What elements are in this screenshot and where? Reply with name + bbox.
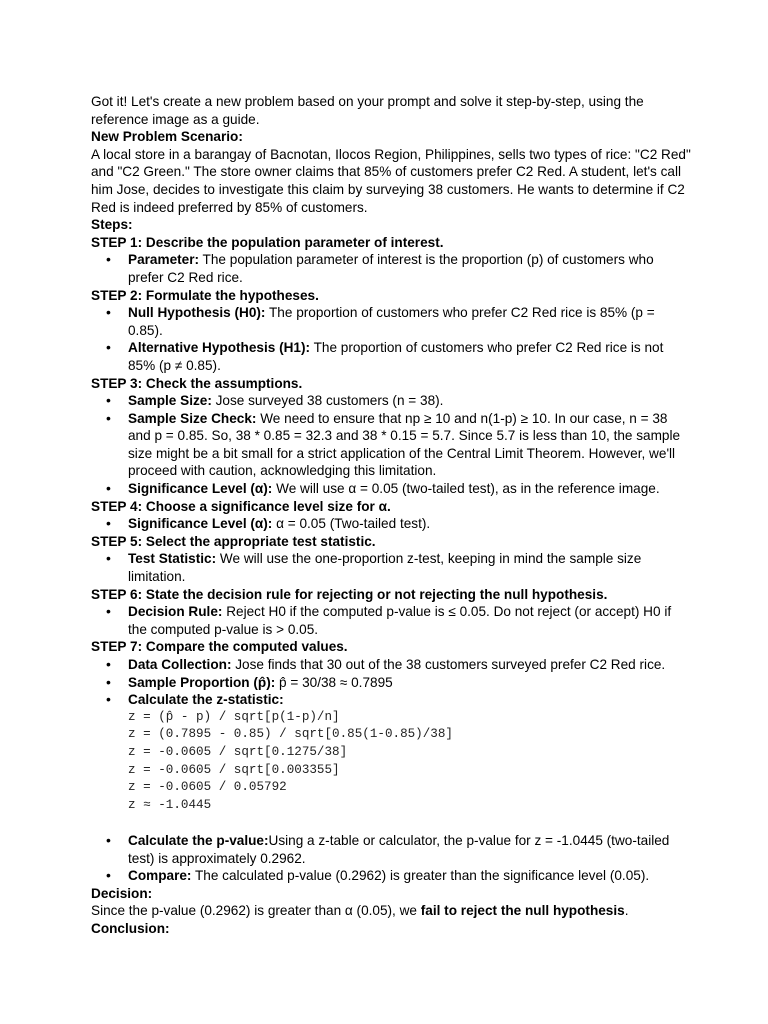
- document-body: [91, 93, 691, 938]
- scenario-heading: New Problem Scenario:: [91, 129, 243, 145]
- item-text: The proportion of customers who prefer C2 Red rice is not 85% (p ≠ 0.85).: [128, 340, 664, 373]
- item-text: The population parameter of interest is the proportion (p) of customers who prefer C2 Red rice.: [128, 252, 654, 285]
- item-label: Significance Level (α):: [128, 481, 273, 497]
- item-label: Alternative Hypothesis (H1):: [128, 340, 311, 356]
- item-text: We will use α = 0.05 (two-tailed test), as in the reference image.: [272, 481, 660, 497]
- item-label: Sample Proportion (p̂):: [128, 674, 276, 690]
- list-item: [91, 832, 691, 867]
- decision-paragraph: [91, 902, 691, 920]
- list-item: [91, 251, 691, 286]
- step7-heading: STEP 7: Compare the computed values.: [91, 639, 348, 655]
- step2-list: [91, 304, 691, 374]
- list-item: [91, 304, 691, 339]
- item-text: We will use the one-proportion z-test, keeping in mind the sample size limitation.: [128, 551, 642, 585]
- item-label: Calculate the p-value:: [128, 832, 269, 848]
- item-text: α = 0.05 (Two-tailed test).: [272, 516, 431, 532]
- step1-list: [91, 251, 691, 286]
- z-statistic-code-block: z = (p̂ - p) / sqrt[p(1-p)/n] z = (0.7895 - 0.85) / sqrt[0.85(1-0.85)/38] z = -0.0605 / sqrt[0.1275/38] z = -0.0605 / sqrt[0.003355] z = -0.0605 / 0.05792 z ≈ -1.0445: [128, 709, 453, 812]
- list-item: [91, 656, 691, 674]
- item-text: We need to ensure that np ≥ 10 and n(1-p) ≥ 10. In our case, n = 38 and p = 0.85. So, 38 * 0.85 = 32.3 and 38 * 0.15 = 5.7. Since 5.7 is less than 10, the sample size might be a bit small for a strict application of the Central Limit Theorem. However, we'll proceed with caution, acknowledging this limitation.: [128, 410, 681, 479]
- step6-heading: STEP 6: State the decision rule for rejecting or not rejecting the null hypothesis.: [91, 586, 608, 602]
- list-item: [91, 550, 691, 585]
- step2-heading: STEP 2: Formulate the hypotheses.: [91, 287, 319, 303]
- steps-heading: Steps:: [91, 217, 133, 233]
- list-item: [91, 339, 691, 374]
- item-text: Jose surveyed 38 customers (n = 38).: [211, 393, 444, 409]
- decision-text: Since the p-value (0.2962) is greater than α (0.05), we: [91, 903, 421, 919]
- item-label: Decision Rule:: [128, 604, 223, 620]
- decision-result: fail to reject the null hypothesis: [420, 903, 625, 919]
- item-text: Reject H0 if the computed p-value is ≤ 0.05. Do not reject (or accept) H0 if the computed p-value is > 0.05.: [128, 604, 672, 637]
- item-label: Null Hypothesis (H0):: [128, 305, 266, 321]
- spacer: [91, 814, 691, 832]
- list-item: [91, 674, 691, 692]
- item-label: Compare:: [128, 868, 192, 884]
- list-item: [91, 691, 691, 709]
- item-text: Jose finds that 30 out of the 38 customers surveyed prefer C2 Red rice.: [231, 657, 666, 672]
- step1-heading: STEP 1: Describe the population parameter of interest.: [91, 234, 444, 250]
- list-item: [91, 410, 691, 480]
- list-item: [91, 867, 691, 885]
- step7-list: [91, 656, 691, 709]
- item-label: Test Statistic:: [128, 551, 217, 567]
- item-text: The proportion of customers who prefer C2 Red rice is 85% (p = 0.85).: [128, 305, 655, 338]
- decision-period: .: [624, 903, 629, 919]
- step7-list-continued: [91, 832, 691, 885]
- list-item: [91, 480, 691, 498]
- decision-heading: Decision:: [91, 885, 153, 901]
- step3-list: [91, 392, 691, 498]
- item-label: Calculate the z-statistic:: [128, 692, 284, 708]
- list-item: [91, 392, 691, 410]
- item-label: Sample Size Check:: [128, 410, 257, 426]
- step6-list: [91, 603, 691, 638]
- list-item: [91, 515, 691, 533]
- item-label: Data Collection:: [128, 657, 232, 672]
- item-text: p̂ = 30/38 ≈ 0.7895: [275, 674, 393, 690]
- list-item: [91, 603, 691, 638]
- item-text: The calculated p-value (0.2962) is greater than the significance level (0.05).: [191, 868, 650, 884]
- step4-list: [91, 515, 691, 533]
- item-text: Using a z-table or calculator, the p-value for z = -1.0445 (two-tailed test) is approximately 0.2962.: [128, 832, 670, 866]
- scenario-paragraph: A local store in a barangay of Bacnotan, Ilocos Region, Philippines, sells two types of rice: "C2 Red" and "C2 Green." The store owner claims that 85% of customers prefer C2 Red. A student, let's call him Jose, decides to investigate this claim by surveying 38 customers. He wants to determine if C2 Red is indeed preferred by 85% of customers.: [91, 146, 691, 215]
- item-label: Parameter:: [128, 252, 200, 268]
- step3-heading: STEP 3: Check the assumptions.: [91, 375, 303, 391]
- conclusion-heading: Conclusion:: [91, 920, 170, 936]
- intro-paragraph: Got it! Let's create a new problem based on your prompt and solve it step-by-step, using the reference image as a guide.: [91, 94, 644, 127]
- step5-heading: STEP 5: Select the appropriate test statistic.: [91, 533, 376, 549]
- item-label: Sample Size:: [128, 393, 212, 409]
- step5-list: [91, 550, 691, 585]
- step4-heading: STEP 4: Choose a significance level size for α.: [91, 498, 391, 514]
- item-label: Significance Level (α):: [128, 516, 273, 532]
